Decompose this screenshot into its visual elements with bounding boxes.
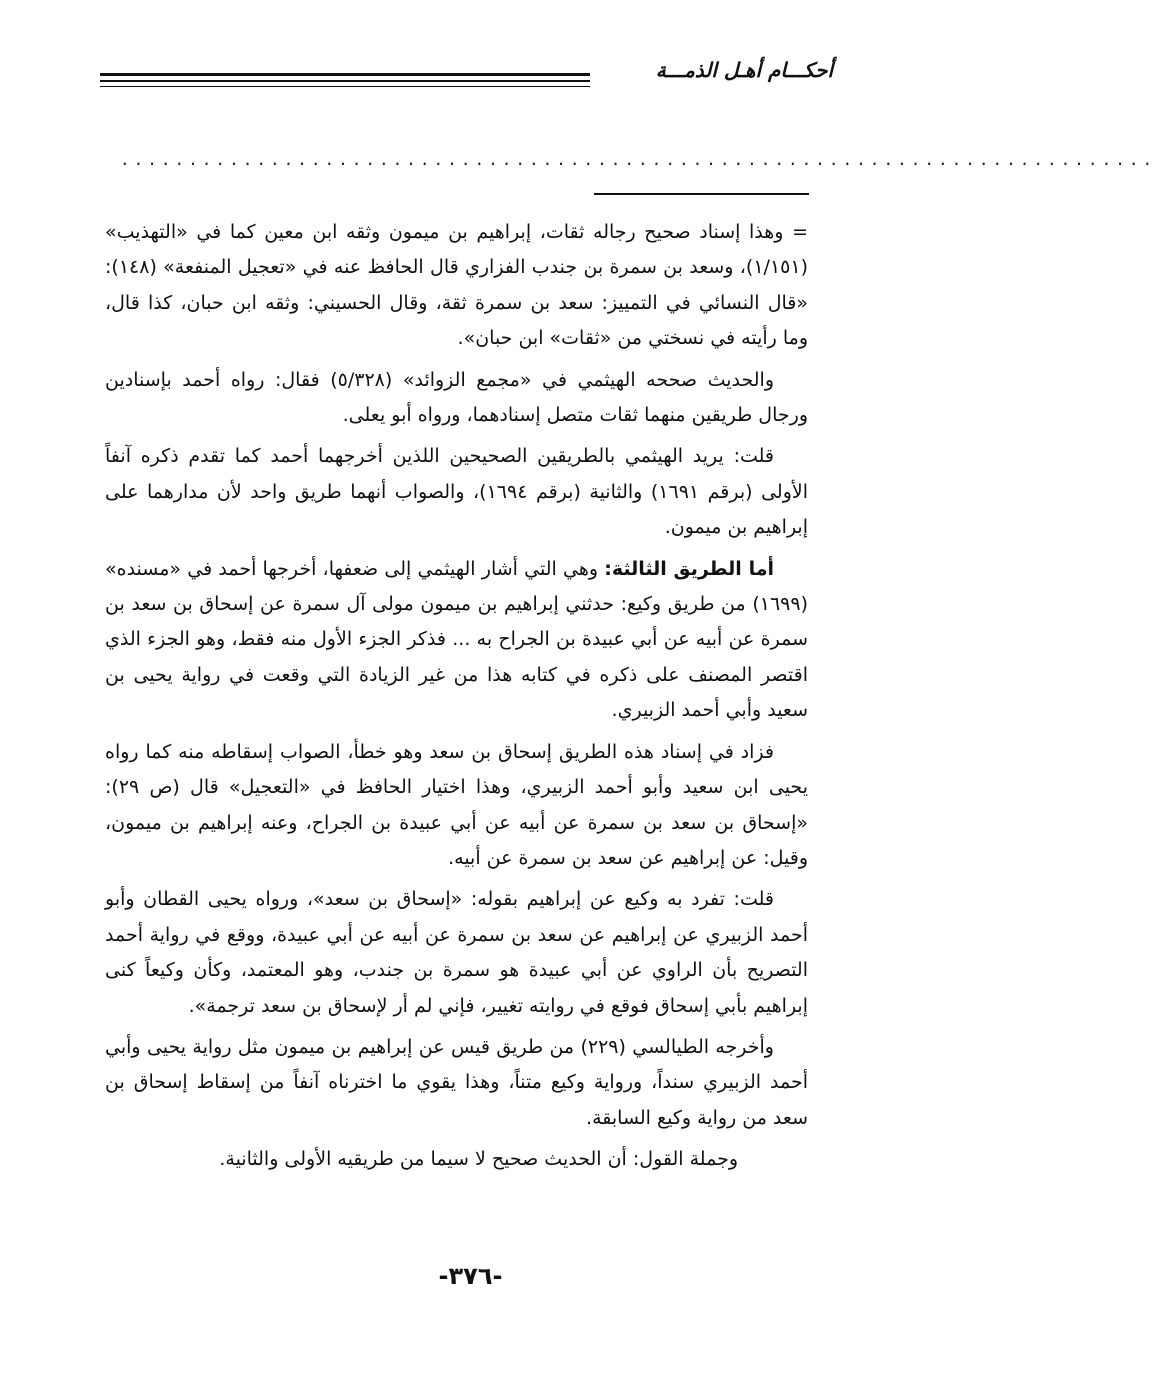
header-rule [100, 80, 590, 82]
paragraph-1: = وهذا إسناد صحيح رجاله ثقات، إبراهيم بن ميمون وثقه ابن معين كما في «التهذيب» (١/١٥١)، وسعد بن سمرة بن جندب الفزاري قال الحافظ عنه في «تعجيل المنفعة» (١٤٨): «قال النسائي في التمييز: سعد بن سمرة ثقة، وقال الحسيني: وثقه ابن حبان، كذا قال، وما رأيته في نسختي من «ثقات» ابن حبان». [105, 221, 808, 350]
footnote-body [105, 215, 808, 1184]
paragraph-6: قلت: تفرد به وكيع عن إبراهيم بقوله: «إسحاق بن سعد»، ورواه يحيى القطان وأبو أحمد الزبيري عن إبراهيم عن سعد بن سمرة عن أبيه عن أبي عبيدة، ووقع في رواية أحمد التصريح بأن الراوي عن أبي عبيدة هو سمرة بن جندب، وهو المعتمد، وكأن وكيعاً كنى إبراهيم بأبي إسحاق فوقع في روايته تغيير، فإني لم أر لإسحاق بن سعد ترجمة». [105, 888, 808, 1017]
header-rule [100, 86, 590, 87]
dotted-separator: ............................................................................ [120, 150, 1156, 169]
page-number: -٣٧٦- [438, 1262, 503, 1290]
paragraph-7: وأخرجه الطيالسي (٢٢٩) من طريق قيس عن إبراهيم بن ميمون مثل رواية يحيى وأبي أحمد الزبيري سنداً، ورواية وكيع متناً، وهذا يقوي ما اخترناه آنفاً من إسقاط إسحاق بن سعد من رواية وكيع السابقة. [105, 1035, 808, 1129]
paragraph-4-lead: أما الطريق الثالثة: [604, 557, 774, 580]
footnote-rule [594, 193, 809, 195]
running-header-title: أحكـــام أهـل الذمـــة [655, 58, 833, 82]
paragraph-2: والحديث صححه الهيثمي في «مجمع الزوائد» (٥/٣٢٨) فقال: رواه أحمد بإسنادين ورجال طريقين منهما ثقات متصل إسنادهما، ورواه أبو يعلى. [105, 368, 808, 427]
paragraph-8: وجملة القول: أن الحديث صحيح لا سيما من طريقيه الأولى والثانية. [219, 1148, 738, 1171]
paragraph-3: قلت: يريد الهيثمي بالطريقين الصحيحين اللذين أخرجهما أحمد كما تقدم ذكره آنفاً الأولى (برقم ١٦٩١) والثانية (برقم ١٦٩٤)، والصواب أنهما طريق واحد لأن مدارهما على إبراهيم بن ميمون. [105, 445, 809, 539]
header-rule [100, 73, 590, 76]
paragraph-4 [105, 552, 808, 729]
paragraph-5: فزاد في إسناد هذه الطريق إسحاق بن سعد وهو خطأ، الصواب إسقاطه منه كما رواه يحيى ابن سعيد وأبو أحمد الزبيري، وهذا اختيار الحافظ في «التعجيل» قال (ص ٢٩): «إسحاق بن سعد بن سمرة عن أبيه عن أبي عبيدة بن الجراح، وعنه إبراهيم بن ميمون، وقيل: عن إبراهيم عن سعد بن سمرة عن أبيه. [105, 740, 808, 869]
paragraph-4-text: وهي التي أشار الهيثمي إلى ضعفها، أخرجها أحمد في «مسنده» (١٦٩٩) من طريق وكيع: حدثني إبراهيم بن ميمون مولى آل سمرة عن إسحاق بن سعد بن سمرة عن أبيه عن أبي عبيدة بن الجراح به ... فذكر الجزء الأول منه فقط، وهو الجزء الذي اقتصر المصنف على ذكره في كتابه هذا من غير الزيادة التي وقعت في رواية يحيى بن سعيد وأبي أحمد الزبيري. [105, 557, 808, 722]
